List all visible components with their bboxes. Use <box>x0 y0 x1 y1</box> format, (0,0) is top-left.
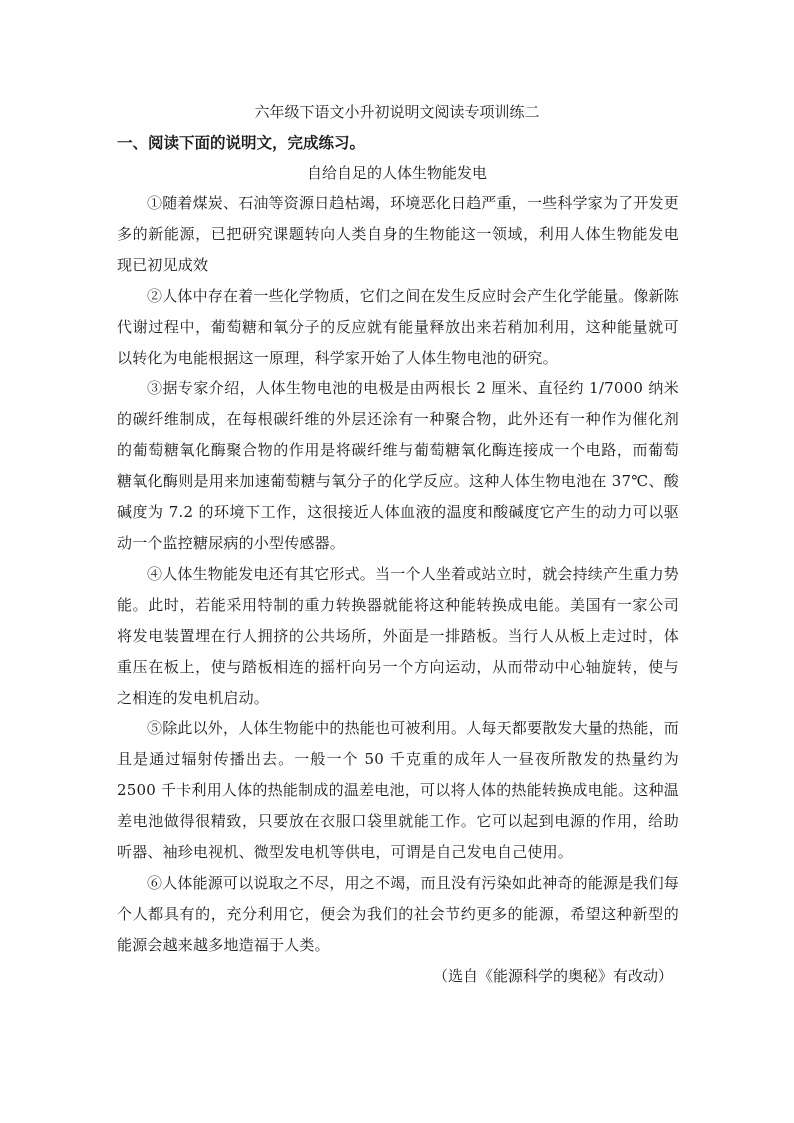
article-body <box>117 188 679 992</box>
paragraph-4: ④人体生物能发电还有其它形式。当一个人坐着或站立时，就会持续产生重力势能。此时，若能采用特制的重力转换器就能将这种能转换成电能。美国有一家公司将发电装置埋在行人拥挤的公共场所，外面是一排踏板。当行人从板上走过时，体重压在板上，使与踏板相连的摇杆向另一个方向运动，从而带动中心轴旋转，使与之相连的发电机启动。 <box>117 564 680 707</box>
paragraph-6: ⑥人体能源可以说取之不尽，用之不竭，而且没有污染如此神奇的能源是我们每个人都具有的，充分利用它，便会为我们的社会节约更多的能源，希望这种新型的能源会越来越多地造福于人类。 <box>117 873 680 954</box>
article-title: 自给自足的人体生物能发电 <box>306 164 487 182</box>
paragraph-5: ⑤除此以外，人体生物能中的热能也可被利用。人每天都要散发大量的热能，而且是通过辐射传播出去。一般一个 50 千克重的成年人一昼夜所散发的热量约为 2500 千卡利用人体的热能制成的温差电池，可以将人体的热能转换成电能。这种温差电池做得很精致，只要放在衣服口袋里就能工作。它可以起到电源的作用，给助听器、袖珍电视机、微型发电机等供电，可谓是自己发电自己使用。 <box>117 719 680 862</box>
paragraph-3: ③据专家介绍，人体生物电池的电极是由两根长 2 厘米、直径约 1/7000 纳米的碳纤维制成，在每根碳纤维的外层还涂有一种聚合物，此外还有一种作为催化剂的葡萄糖氧化酶聚合物的作用是将碳纤维与葡萄糖氧化酶连接成一个电路，而葡萄糖氧化酶则是用来加速葡萄糖与氧分子的化学反应。这种人体生物电池在 37℃、酸碱度为 7.2 的环境下工作，这很接近人体血液的温度和酸碱度它产生的动力可以驱动一个监控糖尿病的小型传感器。 <box>117 379 679 552</box>
paragraph-1: ①随着煤炭、石油等资源日趋枯竭，环境恶化日趋严重，一些科学家为了开发更多的新能源，已把研究课题转向人类自身的生物能这一领域，利用人体生物能发电现已初见成效 <box>117 194 680 274</box>
document-title: 六年级下语文小升初说明文阅读专项训练二 <box>254 103 540 121</box>
section-heading: 一、阅读下面的说明文，完成练习。 <box>117 133 366 152</box>
paragraph-2: ②人体中存在着一些化学物质，它们之间在发生反应时会产生化学能量。像新陈代谢过程中，葡萄糖和氧分子的反应就有能量释放出来若稍加利用，这种能量就可以转化为电能根据这一原理，科学家开始了人体生物电池的研究。 <box>117 286 680 367</box>
source-citation: （选自《能源科学的奥秘》有改动） <box>432 966 673 985</box>
